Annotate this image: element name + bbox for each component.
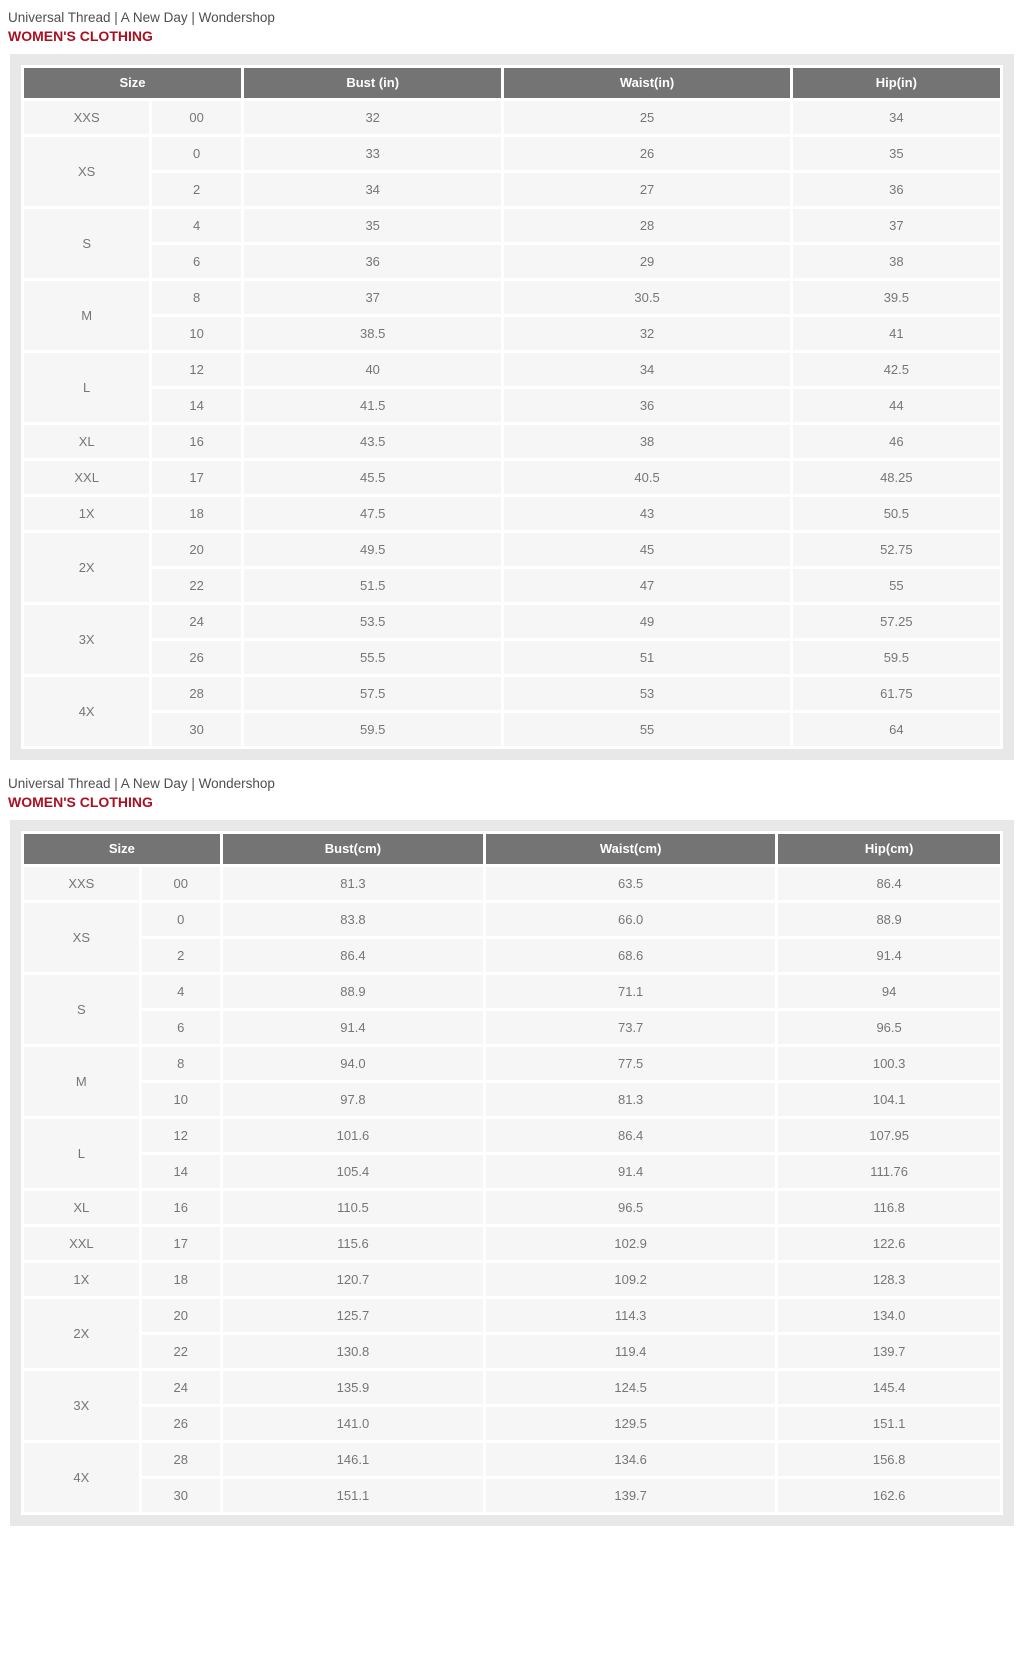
size-number-cell: 20 [142, 1299, 220, 1332]
size-number-cell: 2 [142, 939, 220, 972]
waist-cell: 51 [504, 641, 789, 674]
bust-cell: 125.7 [223, 1299, 483, 1332]
bust-cell: 135.9 [223, 1371, 483, 1404]
size-letter-cell: 4X [24, 677, 149, 746]
bust-cell: 151.1 [223, 1479, 483, 1512]
size-number-cell: 12 [142, 1119, 220, 1152]
hip-cell: 37 [793, 209, 1000, 242]
hip-cell: 35 [793, 137, 1000, 170]
waist-cell: 53 [504, 677, 789, 710]
table-row [24, 1191, 1000, 1224]
size-letter-cell: M [24, 281, 149, 350]
size-number-cell: 24 [142, 1371, 220, 1404]
column-header-bust-in: Bust (in) [244, 68, 501, 98]
size-number-cell: 10 [142, 1083, 220, 1116]
waist-cell: 66.0 [486, 903, 775, 936]
hip-cell: 38 [793, 245, 1000, 278]
table-row [24, 317, 1000, 350]
waist-cell: 96.5 [486, 1191, 775, 1224]
waist-cell: 28 [504, 209, 789, 242]
size-letter-cell: 1X [24, 497, 149, 530]
size-chart-table-cm [21, 831, 1003, 1515]
waist-cell: 36 [504, 389, 789, 422]
bust-cell: 120.7 [223, 1263, 483, 1296]
hip-cell: 61.75 [793, 677, 1000, 710]
table-row [24, 497, 1000, 530]
size-letter-cell: 1X [24, 1263, 139, 1296]
waist-cell: 91.4 [486, 1155, 775, 1188]
section-header [8, 776, 1024, 811]
hip-cell: 107.95 [778, 1119, 1000, 1152]
hip-cell: 50.5 [793, 497, 1000, 530]
table-row [24, 461, 1000, 494]
size-chart-table-inches [21, 65, 1003, 749]
hip-cell: 46 [793, 425, 1000, 458]
table-row [24, 605, 1000, 638]
size-number-cell: 30 [152, 713, 241, 746]
size-letter-cell: XL [24, 1191, 139, 1224]
size-number-cell: 8 [142, 1047, 220, 1080]
table-row [24, 1407, 1000, 1440]
column-header-bust-cm: Bust(cm) [223, 834, 483, 864]
column-header-size: Size [24, 834, 220, 864]
size-number-cell: 16 [152, 425, 241, 458]
hip-cell: 52.75 [793, 533, 1000, 566]
waist-cell: 30.5 [504, 281, 789, 314]
size-letter-cell: 2X [24, 1299, 139, 1368]
header-row [24, 68, 1000, 98]
bust-cell: 115.6 [223, 1227, 483, 1260]
table-row [24, 1371, 1000, 1404]
table-row [24, 1299, 1000, 1332]
hip-cell: 116.8 [778, 1191, 1000, 1224]
bust-cell: 83.8 [223, 903, 483, 936]
waist-cell: 129.5 [486, 1407, 775, 1440]
waist-cell: 86.4 [486, 1119, 775, 1152]
table-row [24, 425, 1000, 458]
table-row [24, 939, 1000, 972]
size-letter-cell: S [24, 209, 149, 278]
table-row [24, 713, 1000, 746]
hip-cell: 39.5 [793, 281, 1000, 314]
hip-cell: 36 [793, 173, 1000, 206]
size-number-cell: 0 [152, 137, 241, 170]
size-number-cell: 14 [142, 1155, 220, 1188]
bust-cell: 91.4 [223, 1011, 483, 1044]
table-row [24, 903, 1000, 936]
size-number-cell: 2 [152, 173, 241, 206]
bust-cell: 43.5 [244, 425, 501, 458]
size-number-cell: 28 [142, 1443, 220, 1476]
bust-cell: 34 [244, 173, 501, 206]
size-number-cell: 17 [152, 461, 241, 494]
hip-cell: 104.1 [778, 1083, 1000, 1116]
table-row [24, 975, 1000, 1008]
waist-cell: 45 [504, 533, 789, 566]
size-number-cell: 18 [142, 1263, 220, 1296]
bust-cell: 36 [244, 245, 501, 278]
hip-cell: 156.8 [778, 1443, 1000, 1476]
table-row [24, 533, 1000, 566]
table-row [24, 677, 1000, 710]
column-header-size: Size [24, 68, 241, 98]
column-header-hip-in: Hip(in) [793, 68, 1000, 98]
bust-cell: 141.0 [223, 1407, 483, 1440]
size-letter-cell: XS [24, 137, 149, 206]
hip-cell: 128.3 [778, 1263, 1000, 1296]
bust-cell: 49.5 [244, 533, 501, 566]
waist-cell: 49 [504, 605, 789, 638]
bust-cell: 40 [244, 353, 501, 386]
size-letter-cell: XXS [24, 101, 149, 134]
size-number-cell: 28 [152, 677, 241, 710]
table-row [24, 1119, 1000, 1152]
hip-cell: 64 [793, 713, 1000, 746]
size-number-cell: 26 [142, 1407, 220, 1440]
hip-cell: 94 [778, 975, 1000, 1008]
hip-cell: 122.6 [778, 1227, 1000, 1260]
hip-cell: 134.0 [778, 1299, 1000, 1332]
waist-cell: 40.5 [504, 461, 789, 494]
waist-cell: 124.5 [486, 1371, 775, 1404]
bust-cell: 41.5 [244, 389, 501, 422]
brands-line: Universal Thread | A New Day | Wondershop [8, 10, 275, 25]
table-row [24, 1479, 1000, 1512]
size-number-cell: 6 [152, 245, 241, 278]
waist-cell: 32 [504, 317, 789, 350]
size-letter-cell: XL [24, 425, 149, 458]
hip-cell: 91.4 [778, 939, 1000, 972]
waist-cell: 77.5 [486, 1047, 775, 1080]
size-number-cell: 12 [152, 353, 241, 386]
waist-cell: 119.4 [486, 1335, 775, 1368]
bust-cell: 59.5 [244, 713, 501, 746]
bust-cell: 51.5 [244, 569, 501, 602]
size-number-cell: 8 [152, 281, 241, 314]
size-number-cell: 22 [152, 569, 241, 602]
table-container-inches [10, 54, 1014, 760]
waist-cell: 26 [504, 137, 789, 170]
table-row [24, 353, 1000, 386]
bust-cell: 32 [244, 101, 501, 134]
waist-cell: 55 [504, 713, 789, 746]
hip-cell: 48.25 [793, 461, 1000, 494]
bust-cell: 33 [244, 137, 501, 170]
size-number-cell: 30 [142, 1479, 220, 1512]
size-letter-cell: XXL [24, 461, 149, 494]
hip-cell: 88.9 [778, 903, 1000, 936]
waist-cell: 34 [504, 353, 789, 386]
size-letter-cell: S [24, 975, 139, 1044]
bust-cell: 53.5 [244, 605, 501, 638]
table-row [24, 173, 1000, 206]
waist-cell: 27 [504, 173, 789, 206]
bust-cell: 45.5 [244, 461, 501, 494]
size-letter-cell: XS [24, 903, 139, 972]
bust-cell: 146.1 [223, 1443, 483, 1476]
size-chart-section-centimeters [0, 768, 1024, 1526]
bust-cell: 97.8 [223, 1083, 483, 1116]
table-row [24, 1083, 1000, 1116]
hip-cell: 42.5 [793, 353, 1000, 386]
column-header-waist-cm: Waist(cm) [486, 834, 775, 864]
size-letter-cell: 3X [24, 605, 149, 674]
table-row [24, 101, 1000, 134]
size-number-cell: 00 [142, 867, 220, 900]
category-title: WOMEN'S CLOTHING [8, 28, 153, 45]
bust-cell: 94.0 [223, 1047, 483, 1080]
size-number-cell: 14 [152, 389, 241, 422]
waist-cell: 43 [504, 497, 789, 530]
table-row [24, 1443, 1000, 1476]
size-number-cell: 10 [152, 317, 241, 350]
hip-cell: 111.76 [778, 1155, 1000, 1188]
size-number-cell: 24 [152, 605, 241, 638]
hip-cell: 96.5 [778, 1011, 1000, 1044]
size-letter-cell: 3X [24, 1371, 139, 1440]
bust-cell: 47.5 [244, 497, 501, 530]
waist-cell: 71.1 [486, 975, 775, 1008]
size-number-cell: 0 [142, 903, 220, 936]
section-header [8, 10, 1024, 45]
bust-cell: 86.4 [223, 939, 483, 972]
size-chart-section-inches [0, 0, 1024, 760]
size-number-cell: 18 [152, 497, 241, 530]
size-letter-cell: 2X [24, 533, 149, 602]
waist-cell: 81.3 [486, 1083, 775, 1116]
waist-cell: 102.9 [486, 1227, 775, 1260]
hip-cell: 59.5 [793, 641, 1000, 674]
size-letter-cell: L [24, 353, 149, 422]
bust-cell: 55.5 [244, 641, 501, 674]
table-row [24, 1047, 1000, 1080]
size-letter-cell: 4X [24, 1443, 139, 1512]
hip-cell: 57.25 [793, 605, 1000, 638]
table-row [24, 209, 1000, 242]
bust-cell: 38.5 [244, 317, 501, 350]
table-row [24, 1155, 1000, 1188]
table-row [24, 281, 1000, 314]
header-row [24, 834, 1000, 864]
table-row [24, 389, 1000, 422]
hip-cell: 151.1 [778, 1407, 1000, 1440]
bust-cell: 37 [244, 281, 501, 314]
bust-cell: 101.6 [223, 1119, 483, 1152]
bust-cell: 130.8 [223, 1335, 483, 1368]
hip-cell: 162.6 [778, 1479, 1000, 1512]
bust-cell: 88.9 [223, 975, 483, 1008]
waist-cell: 68.6 [486, 939, 775, 972]
waist-cell: 139.7 [486, 1479, 775, 1512]
size-number-cell: 16 [142, 1191, 220, 1224]
hip-cell: 145.4 [778, 1371, 1000, 1404]
table-row [24, 1227, 1000, 1260]
bust-cell: 81.3 [223, 867, 483, 900]
waist-cell: 47 [504, 569, 789, 602]
hip-cell: 55 [793, 569, 1000, 602]
size-number-cell: 4 [152, 209, 241, 242]
table-row [24, 1263, 1000, 1296]
size-number-cell: 20 [152, 533, 241, 566]
waist-cell: 134.6 [486, 1443, 775, 1476]
waist-cell: 38 [504, 425, 789, 458]
table-row [24, 1011, 1000, 1044]
bust-cell: 35 [244, 209, 501, 242]
size-letter-cell: XXL [24, 1227, 139, 1260]
hip-cell: 44 [793, 389, 1000, 422]
table-row [24, 137, 1000, 170]
bust-cell: 105.4 [223, 1155, 483, 1188]
table-row [24, 641, 1000, 674]
table-row [24, 1335, 1000, 1368]
size-number-cell: 4 [142, 975, 220, 1008]
brands-line: Universal Thread | A New Day | Wondershop [8, 775, 275, 791]
table-row [24, 569, 1000, 602]
waist-cell: 73.7 [486, 1011, 775, 1044]
bust-cell: 110.5 [223, 1191, 483, 1224]
hip-cell: 86.4 [778, 867, 1000, 900]
size-number-cell: 6 [142, 1011, 220, 1044]
size-number-cell: 17 [142, 1227, 220, 1260]
bust-cell: 57.5 [244, 677, 501, 710]
column-header-hip-cm: Hip(cm) [778, 834, 1000, 864]
hip-cell: 34 [793, 101, 1000, 134]
size-letter-cell: M [24, 1047, 139, 1116]
size-number-cell: 22 [142, 1335, 220, 1368]
size-number-cell: 00 [152, 101, 241, 134]
waist-cell: 25 [504, 101, 789, 134]
table-row [24, 245, 1000, 278]
waist-cell: 29 [504, 245, 789, 278]
waist-cell: 109.2 [486, 1263, 775, 1296]
column-header-waist-in: Waist(in) [504, 68, 789, 98]
table-container-centimeters [10, 820, 1014, 1526]
size-letter-cell: XXS [24, 867, 139, 900]
size-letter-cell: L [24, 1119, 139, 1188]
hip-cell: 100.3 [778, 1047, 1000, 1080]
waist-cell: 63.5 [486, 867, 775, 900]
category-title: WOMEN'S CLOTHING [8, 794, 153, 811]
table-row [24, 867, 1000, 900]
hip-cell: 41 [793, 317, 1000, 350]
size-number-cell: 26 [152, 641, 241, 674]
hip-cell: 139.7 [778, 1335, 1000, 1368]
waist-cell: 114.3 [486, 1299, 775, 1332]
